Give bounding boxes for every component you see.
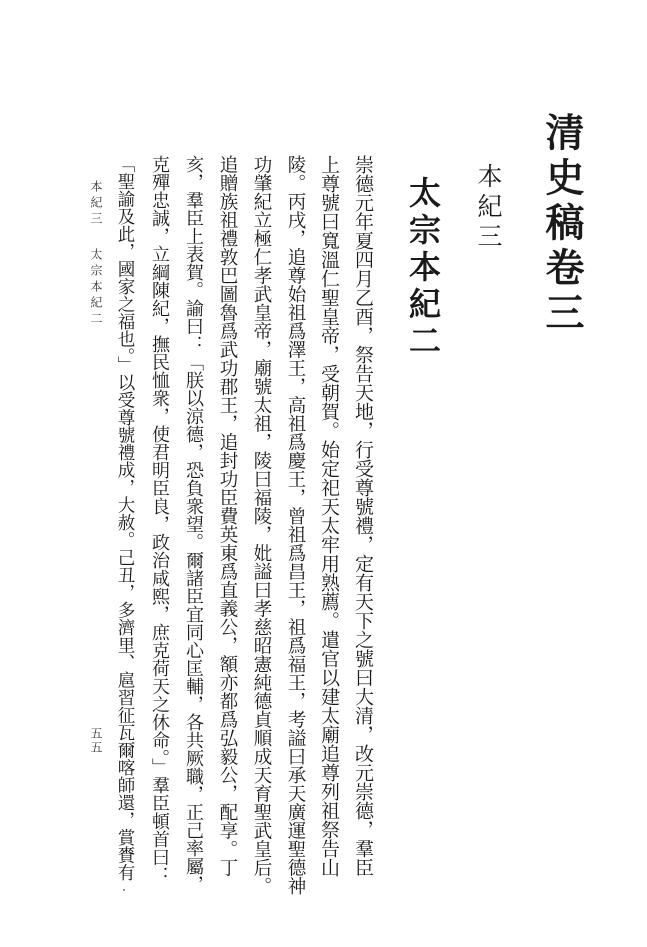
book-title: 清史稿卷三 [539,112,585,337]
text-column-5: 追贈族祖禮敦巴圖魯爲武功郡王，追封功臣費英東爲直義公，額亦都爲弘毅公，配享。丁 [217,155,238,877]
text-column-1: 崇德元年夏四月乙酉，祭告天地，行受尊號禮，定有天下之號曰大清，改元崇德，羣臣 [352,155,374,877]
print-speck [123,889,125,891]
text-column-6: 亥，羣臣上表賀。諭曰：「朕以涼德，恐負衆望。爾諸臣宜同心匡輔，各共厥職，正己率屬， [183,155,204,893]
text-column-7: 克殫忠誠，立綱陳紀，撫民恤衆，使君明臣良，政治咸熙，庶克荷天之休命。」羣臣頓首曰： [149,155,170,884]
text-column-8: 「聖諭及此，國家之福也。」以受尊號禮成，大赦。己丑，多濟里、扈習征瓦爾喀師還，賞賚有 [115,155,135,882]
text-column-3: 陵。丙戌，追尊始祖爲澤王，高祖爲慶王，曾祖爲昌王，祖爲福王，考謚曰承天廣運聖德神 [285,155,306,895]
section-title: 本紀三 [474,163,503,253]
text-column-4: 功肇紀立極仁孝武皇帝，廟號太祖，陵曰福陵，妣謚曰孝慈昭憲純德貞順成天育聖武皇后。 [251,155,272,895]
page-number: 五五 [89,727,103,755]
margin-chapter-label: 太宗本紀二 [89,248,103,328]
chapter-title: 太宗本紀二 [404,176,442,361]
margin-running-head [88,180,105,328]
text-column-2: 上尊號曰寬溫仁聖皇帝，受朝賀。始定祀天太牢用熟薦。遣官以建太廟追尊列祖祭告山 [318,155,340,877]
margin-section-label: 本紀三 [89,180,103,228]
